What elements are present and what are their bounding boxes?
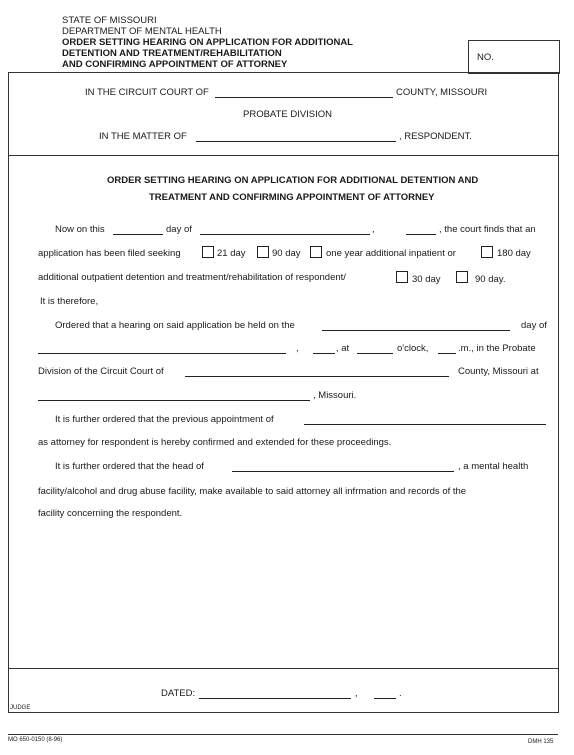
dated-field[interactable]: [199, 698, 351, 699]
comma-2: ,: [296, 343, 299, 354]
month-field[interactable]: [200, 234, 370, 235]
further-head-text: It is further ordered that the head of: [55, 461, 204, 472]
day-of-label: day of: [166, 224, 192, 235]
checkbox-90-day[interactable]: [257, 246, 269, 258]
state-label: STATE OF MISSOURI: [62, 15, 157, 26]
judge-line: [8, 712, 559, 713]
county-missouri-label: COUNTY, MISSOURI: [396, 87, 488, 98]
hearing-year-field[interactable]: [313, 353, 335, 354]
hearing-county-field[interactable]: [185, 376, 449, 377]
circuit-court-label: IN THE CIRCUIT COURT OF: [85, 87, 209, 98]
frame-left-border: [8, 72, 9, 712]
form-number-label: MO 650-0150 (8-96): [8, 737, 63, 743]
facility-concerning-text: facility concerning the respondent.: [38, 508, 183, 519]
dmh-label: DMH 135: [528, 739, 554, 745]
option-one-year-label: one year additional inpatient or: [326, 248, 456, 259]
circuit-court-field[interactable]: [215, 97, 393, 98]
option-90-day-label: 90 day: [272, 248, 301, 259]
day-of-label-2: day of: [521, 320, 547, 331]
therefore-text: It is therefore,: [40, 296, 99, 307]
dated-period: .: [399, 688, 402, 699]
footer-divider: [8, 668, 559, 669]
case-number-label: NO.: [477, 52, 494, 63]
respondent-label: , RESPONDENT.: [399, 131, 472, 142]
checkbox-180-day[interactable]: [481, 246, 493, 258]
form-title-line-3: AND CONFIRMING APPOINTMENT OF ATTORNEY: [62, 59, 288, 70]
m-probate-label: .m., in the Probate: [458, 343, 536, 354]
frame-right-border: [558, 72, 559, 712]
order-title-line-2: TREATMENT AND CONFIRMING APPOINTMENT OF ATTORNEY: [149, 192, 435, 203]
option-21-day-label: 21 day: [217, 248, 246, 259]
oclock-label: o'clock,: [397, 343, 429, 354]
order-title-line-1: ORDER SETTING HEARING ON APPLICATION FOR ADDITIONAL DETENTION AND: [107, 175, 479, 186]
form-title-line-2: DETENTION AND TREATMENT/REHABILITATION: [62, 48, 282, 59]
option-90-day-outpatient-label: 90 day.: [475, 274, 506, 285]
attorney-confirmed-text: as attorney for respondent is hereby confirmed and extended for these proceedings.: [38, 437, 392, 448]
facility-head-field[interactable]: [232, 471, 454, 472]
day-number-field[interactable]: [113, 234, 163, 235]
ordered-hearing-text: Ordered that a hearing on said application be held on the: [55, 320, 295, 331]
comma-1: ,: [372, 224, 375, 235]
further-appointment-text: It is further ordered that the previous appointment of: [55, 414, 274, 425]
facility-text: facility/alcohol and drug abuse facility, make available to said attorney all infrmation and records of the: [38, 486, 467, 497]
county-missouri-at-label: County, Missouri at: [458, 366, 539, 377]
application-filed-label: application has been filed seeking: [38, 248, 181, 259]
dated-comma: ,: [355, 688, 358, 699]
hearing-day-field[interactable]: [322, 330, 510, 331]
missouri-label: , Missouri.: [313, 390, 357, 401]
caption-divider: [8, 155, 559, 156]
case-number-box[interactable]: [468, 40, 560, 74]
option-180-day-label: 180 day: [497, 248, 531, 259]
dated-label: DATED:: [161, 688, 196, 699]
frame-top-border: [8, 72, 559, 73]
attorney-name-field[interactable]: [304, 424, 546, 425]
court-finds-label: , the court finds that an: [439, 224, 536, 235]
hearing-city-field[interactable]: [38, 400, 310, 401]
mental-health-label: , a mental health: [458, 461, 529, 472]
hearing-month-field[interactable]: [38, 353, 286, 354]
checkbox-one-year[interactable]: [310, 246, 322, 258]
checkbox-21-day[interactable]: [202, 246, 214, 258]
probate-division-label: PROBATE DIVISION: [243, 109, 333, 120]
at-label: , at: [336, 343, 350, 354]
year-field[interactable]: [406, 234, 436, 235]
am-pm-field[interactable]: [438, 353, 456, 354]
outpatient-text: additional outpatient detention and treatment/rehabilitation of respondent/: [38, 272, 346, 283]
department-label: DEPARTMENT OF MENTAL HEALTH: [62, 26, 222, 37]
division-circuit-label: Division of the Circuit Court of: [38, 366, 164, 377]
judge-label: JUDGE: [10, 705, 31, 711]
checkbox-30-day[interactable]: [396, 271, 408, 283]
checkbox-90-day-outpatient[interactable]: [456, 271, 468, 283]
respondent-name-field[interactable]: [196, 141, 396, 142]
in-the-matter-label: IN THE MATTER OF: [99, 131, 187, 142]
now-on-this-label: Now on this: [55, 224, 105, 235]
hearing-hour-field[interactable]: [357, 353, 393, 354]
form-title-line-1: ORDER SETTING HEARING ON APPLICATION FOR ADDITIONAL: [62, 37, 353, 48]
judge-signature-line[interactable]: [8, 734, 558, 735]
dated-year-field[interactable]: [374, 698, 396, 699]
option-30-day-label: 30 day: [412, 274, 441, 285]
